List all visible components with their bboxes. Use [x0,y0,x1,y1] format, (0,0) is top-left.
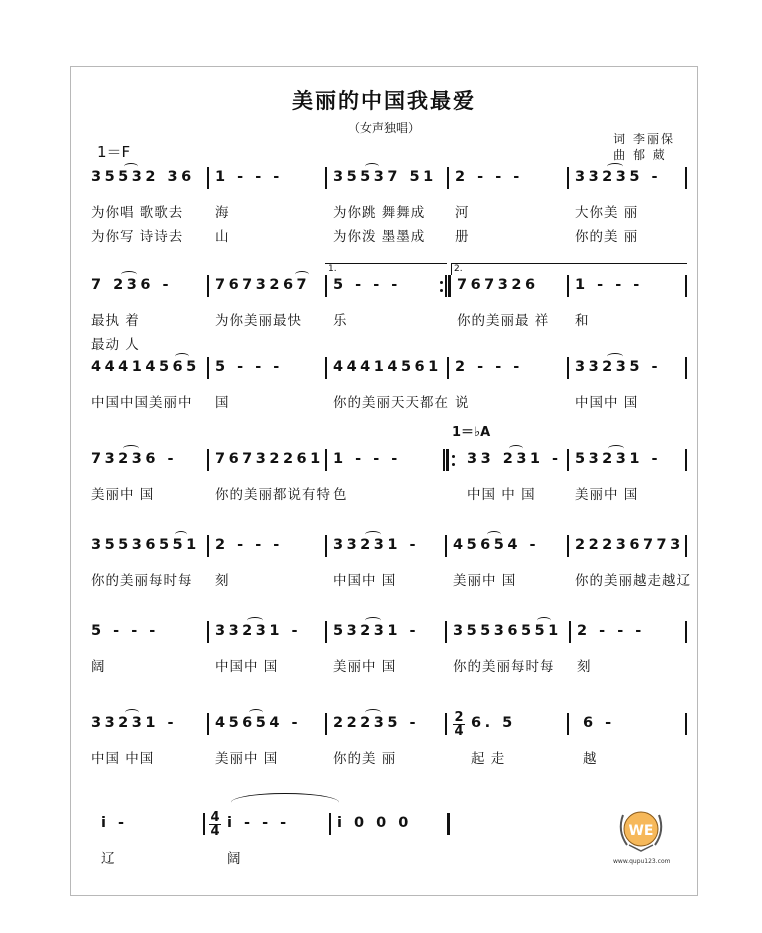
bar-line [207,275,209,297]
bar-line [325,167,327,189]
lyric-verse-2: 为你泼 墨墨成 [333,229,426,245]
lyric-verse-2: 最动 人 [91,337,140,353]
lyric-verse-1: 刻 [215,573,230,589]
lyric-verse-2: 你的美 丽 [575,229,639,245]
bar-line [325,621,327,643]
measure-notes: 33231 - [215,623,302,639]
bar-line [443,449,445,471]
time-signature-numerator: 4 [210,810,220,825]
score-subtitle: （女声独唱） [347,121,420,135]
time-signature-denominator: 4 [210,824,220,839]
bar-line [685,621,687,643]
key-signature: 1＝F [97,143,131,161]
bar-line [207,357,209,379]
bar-line-thick [446,449,449,471]
bar-line [445,621,447,643]
slur [121,271,137,278]
measure-notes: 45654 - [215,715,302,731]
bar-line [329,813,331,835]
tie [231,793,339,812]
lyricist-credit: 词 李丽保 [613,132,675,146]
time-signature-4-4 [209,811,221,838]
bar-line [567,357,569,379]
measure-notes: 6. 5 [471,715,516,731]
bar-line [207,713,209,735]
credits [613,131,675,163]
measure-notes: 35536551 [91,537,200,553]
lyric-verse-1: 美丽中 国 [453,573,517,589]
lyric-verse-1: 辽 [101,851,116,867]
bar-line [685,275,687,297]
lyric-verse-1: 海 [215,205,230,221]
lyric-verse-1: 美丽中 国 [91,487,155,503]
bar-line [447,167,449,189]
slur [249,709,263,716]
lyric-verse-1: 美丽中 国 [575,487,639,503]
measure-notes: 2 - - - [455,359,523,375]
lyric-verse-1: 你的美丽天天都在 [333,395,449,411]
measure-notes: 35536551 [453,623,562,639]
lyric-verse-1: 色 [333,487,348,503]
first-ending-bracket [325,263,447,264]
bar-line [325,713,327,735]
bar-line [445,713,447,735]
lyric-verse-1: 你的美 丽 [333,751,397,767]
time-signature-denominator: 4 [454,724,464,739]
measure-notes: 7 236 - [91,277,172,293]
slur [509,445,523,452]
bar-line [325,275,327,297]
lyric-verse-1: 中国中国美丽中 [91,395,193,411]
bar-line [685,357,687,379]
measure-notes: 7673267 [215,277,311,293]
second-ending-tick [451,263,452,275]
lyric-verse-1: 你的美丽每时每 [453,659,555,675]
bar-line [685,449,687,471]
lyric-verse-1: 你的美丽每时每 [91,573,193,589]
measure-notes: 2 - - - [215,537,283,553]
bar-line [325,357,327,379]
measure-notes: 1 - - - [575,277,643,293]
lyric-verse-1: 为你美丽最快 [215,313,302,329]
lyric-verse-1: 中国 中 国 [467,487,536,503]
lyric-verse-2: 山 [215,229,230,245]
slur [124,163,138,170]
slur [247,617,263,624]
slur [365,163,379,170]
second-ending-bracket [451,263,687,264]
bar-line [445,275,447,297]
lyric-verse-1: 越 [583,751,598,767]
lyric-verse-1: 大你美 丽 [575,205,639,221]
measure-notes: 53231 - [575,451,662,467]
bar-line [567,449,569,471]
bar-line [685,713,687,735]
bar-line [685,535,687,557]
logo-text: WE [628,823,654,839]
lyric-verse-1: 阔 [227,851,242,867]
measure-notes: 76732261 [215,451,324,467]
lyric-verse-1: 美丽中 国 [215,751,279,767]
measure-notes: 73236 - [91,451,178,467]
measure-notes: 22235 - [333,715,420,731]
bar-line [685,167,687,189]
lyric-verse-1: 为你唱 歌歌去 [91,205,184,221]
slur [365,709,381,716]
bar-line [567,275,569,297]
measure-notes: 33235 - [575,169,662,185]
measure-notes: 33235 - [575,359,662,375]
logo-caption: www.qupu123.com [613,858,671,865]
measure-notes: 33 231 - [467,451,562,467]
measure-notes: 767326 [457,277,539,293]
slur [295,271,309,278]
slur [537,617,551,624]
lyric-verse-1: 和 [575,313,590,329]
lyric-verse-1: 你的美丽最 祥 [457,313,550,329]
slur [123,445,139,452]
repeat-start-dots [452,451,455,469]
measure-notes: 35532 36 [91,169,195,185]
lyric-verse-1: 河 [455,205,470,221]
lyric-verse-1: 起 走 [471,751,506,767]
bar-line [207,621,209,643]
measure-notes: 2 - - - [577,623,645,639]
lyric-verse-1: 说 [455,395,470,411]
measure-notes: 44414561 [333,359,442,375]
measure-notes: 33231 - [91,715,178,731]
slur [365,617,381,624]
lyric-verse-1: 最执 着 [91,313,140,329]
repeat-end-dots [440,277,443,295]
measure-notes: 53231 - [333,623,420,639]
lyric-verse-1: 阔 [91,659,106,675]
lyric-verse-1: 为你跳 舞舞成 [333,205,426,221]
bar-line [325,535,327,557]
bar-line [445,535,447,557]
laurel-wreath-icon [613,805,669,855]
lyric-verse-1: 中国中 国 [215,659,279,675]
measure-notes: 5 - - - [215,359,283,375]
bar-line [207,167,209,189]
lyric-verse-2: 册 [455,229,470,245]
measure-notes: 1 - - - [215,169,283,185]
measure-notes: 5 - - - [333,277,401,293]
bar-line [569,621,571,643]
lyric-verse-1: 中国 中国 [91,751,155,767]
measure-notes: i 0 0 0 [337,815,412,831]
slur [365,531,381,538]
measure-notes: 33231 - [333,537,420,553]
final-bar-line [447,813,450,835]
bar-line [567,167,569,189]
bar-line [567,713,569,735]
score-sheet [70,66,698,896]
slur [175,353,189,360]
measure-notes: 2 - - - [455,169,523,185]
lyric-verse-1: 刻 [577,659,592,675]
measure-notes: 44414565 [91,359,200,375]
lyric-verse-1: 国 [215,395,230,411]
lyric-verse-1: 乐 [333,313,348,329]
slur [607,163,623,170]
bar-line [447,357,449,379]
measure-notes: 5 - - - [91,623,159,639]
measure-notes: 45654 - [453,537,540,553]
measure-notes: 6 - [583,715,615,731]
lyric-verse-1: 美丽中 国 [333,659,397,675]
second-ending-label: 2. [454,264,463,274]
bar-line [325,449,327,471]
score-title: 美丽的中国我最爱 [292,88,476,113]
composer-credit: 曲 郁 葳 [613,148,667,162]
bar-line [567,535,569,557]
measure-notes: 22236773 [575,537,684,553]
lyric-verse-2: 为你写 诗诗去 [91,229,184,245]
bar-line-thick [448,275,451,297]
lyric-verse-1: 你的美丽都说有特 [215,487,331,503]
bar-line [203,813,205,835]
bar-line [207,535,209,557]
slur [175,531,187,538]
lyric-verse-1: 你的美丽越走越辽 [575,573,691,589]
slur [608,445,624,452]
publisher-logo [613,805,669,865]
lyric-verse-1: 中国中 国 [575,395,639,411]
lyric-verse-1: 中国中 国 [333,573,397,589]
first-ending-label: 1. [328,264,337,274]
measure-notes: 1 - - - [333,451,401,467]
measure-notes: i - - - [227,815,290,831]
slur [487,531,501,538]
measure-notes: 35537 51 [333,169,437,185]
bar-line [207,449,209,471]
time-signature-numerator: 2 [454,710,464,725]
time-signature-2-4 [453,711,465,738]
key-change-label: 1＝♭A [452,425,491,440]
measure-notes: i - [101,815,128,831]
slur [607,353,623,360]
slur [125,709,139,716]
